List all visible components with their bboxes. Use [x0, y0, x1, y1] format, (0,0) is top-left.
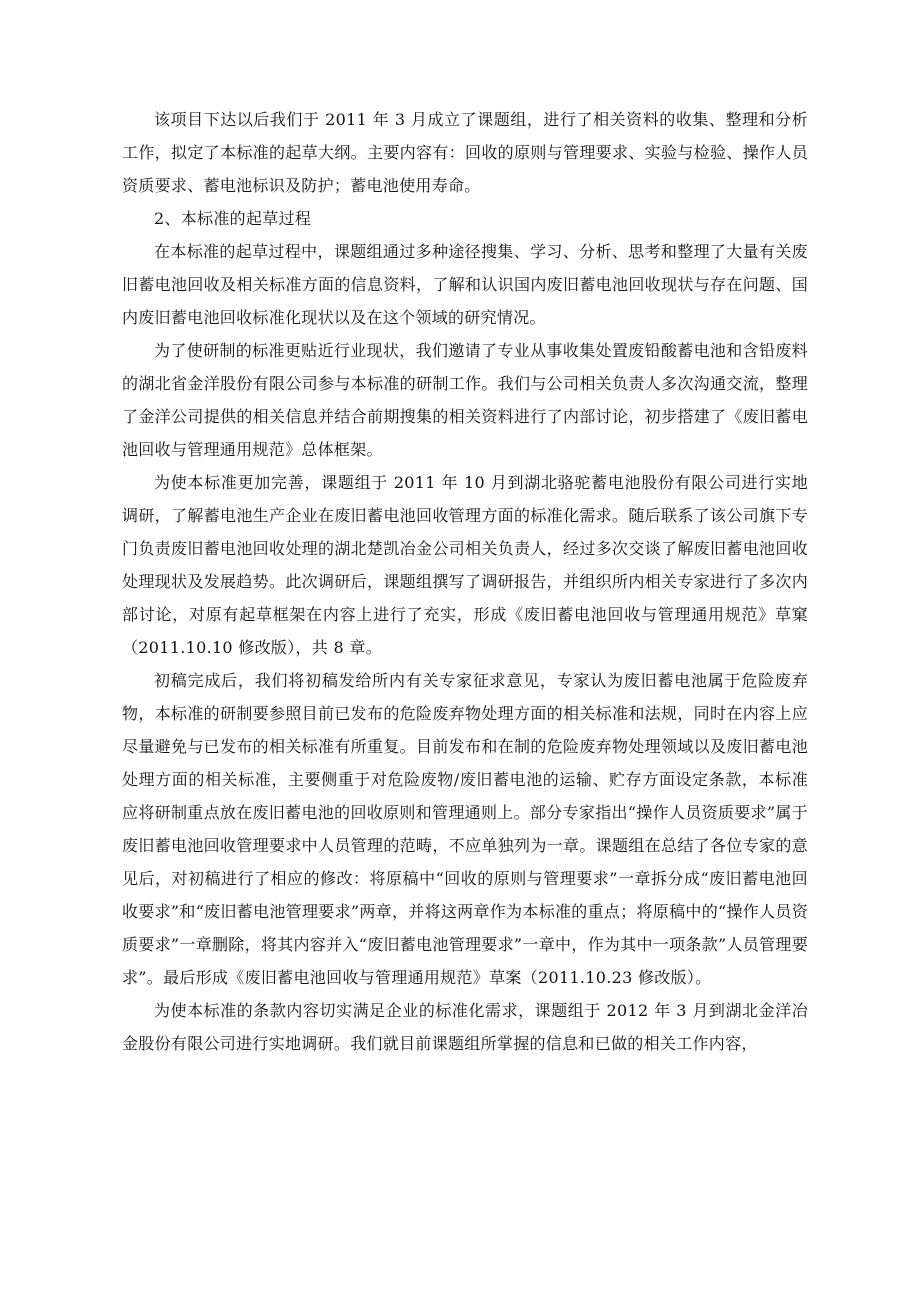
paragraph-jinyang-cooperation: 为了使研制的标准更贴近行业现状，我们邀请了专业从事收集处置废铅酸蓄电池和含铅废料的湖北省金洋股份有限公司参与本标准的研制工作。我们与公司相关负责人多次沟通交流，整理了金洋公司提供的相关信息并结合前期搜集的相关资料进行了内部讨论，初步搭建了《废旧蓄电池回收与管理通用规范》总体框架。 — [122, 341, 808, 459]
document-body — [122, 103, 808, 1060]
paragraph-project-start: 该项目下达以后我们于 2011 年 3 月成立了课题组，进行了相关资料的收集、整理和分析工作，拟定了本标准的起草大纲。主要内容有：回收的原则与管理要求、实验与检验、操作人员资质要求、蓄电池标识及防护；蓄电池使用寿命。 — [122, 110, 808, 195]
paragraph-camel-battery-research: 为使本标准更加完善，课题组于 2011 年 10 月到湖北骆驼蓄电池股份有限公司进行实地调研，了解蓄电池生产企业在废旧蓄电池回收管理方面的标准化需求。随后联系了该公司旗下专门负责废旧蓄电池回收处理的湖北楚凯冶金公司相关负责人，经过多次交谈了解废旧蓄电池回收处理现状及发展趋势。此次调研后，课题组撰写了调研报告，并组织所内相关专家进行了多次内部讨论，对原有起草框架在内容上进行了充实，形成《废旧蓄电池回收与管理通用规范》草窠（2011.10.10 修改版），共 8 章。 — [122, 473, 808, 657]
paragraph-information-gathering: 在本标准的起草过程中，课题组通过多种途径搜集、学习、分析、思考和整理了大量有关废旧蓄电池回收及相关标准方面的信息资料，了解和认识国内废旧蓄电池回收现状与存在问题、国内废旧蓄电池回收标准化现状以及在这个领域的研究情况。 — [122, 242, 808, 327]
paragraph-expert-review: 初稿完成后，我们将初稿发给所内有关专家征求意见，专家认为废旧蓄电池属于危险废弃物，本标准的研制要参照目前已发布的危险废弃物处理方面的相关标准和法规，同时在内容上应尽量避免与已发布的相关标准有所重复。目前发布和在制的危险废弃物处理领域以及废旧蓄电池处理方面的相关标准，主要侧重于对危险废物/废旧蓄电池的运输、贮存方面设定条款，本标准应将研制重点放在废旧蓄电池的回收原则和管理通则上。部分专家指出“操作人员资质要求”属于废旧蓄电池回收管理要求中人员管理的范畴，不应单独列为一章。课题组在总结了各位专家的意见后，对初稿进行了相应的修改：将原稿中“回收的原则与管理要求”一章拆分成“废旧蓄电池回收要求”和“废旧蓄电池管理要求”两章，并将这两章作为本标准的重点；将原稿中的“操作人员资质要求”一章删除，将其内容并入“废旧蓄电池管理要求”一章中，作为其中一项条款”人员管理要求”。最后形成《废旧蓄电池回收与管理通用规范》草案（2011.10.23 修改版）。 — [122, 671, 808, 987]
paragraph-jinyang-field-research: 为使本标准的条款内容切实满足企业的标准化需求，课题组于 2012 年 3 月到湖北金洋冶金股份有限公司进行实地调研。我们就目前课题组所掌握的信息和已做的相关工作内容， — [122, 1001, 808, 1053]
section-heading-drafting-process: 2、本标准的起草过程 — [154, 209, 312, 228]
